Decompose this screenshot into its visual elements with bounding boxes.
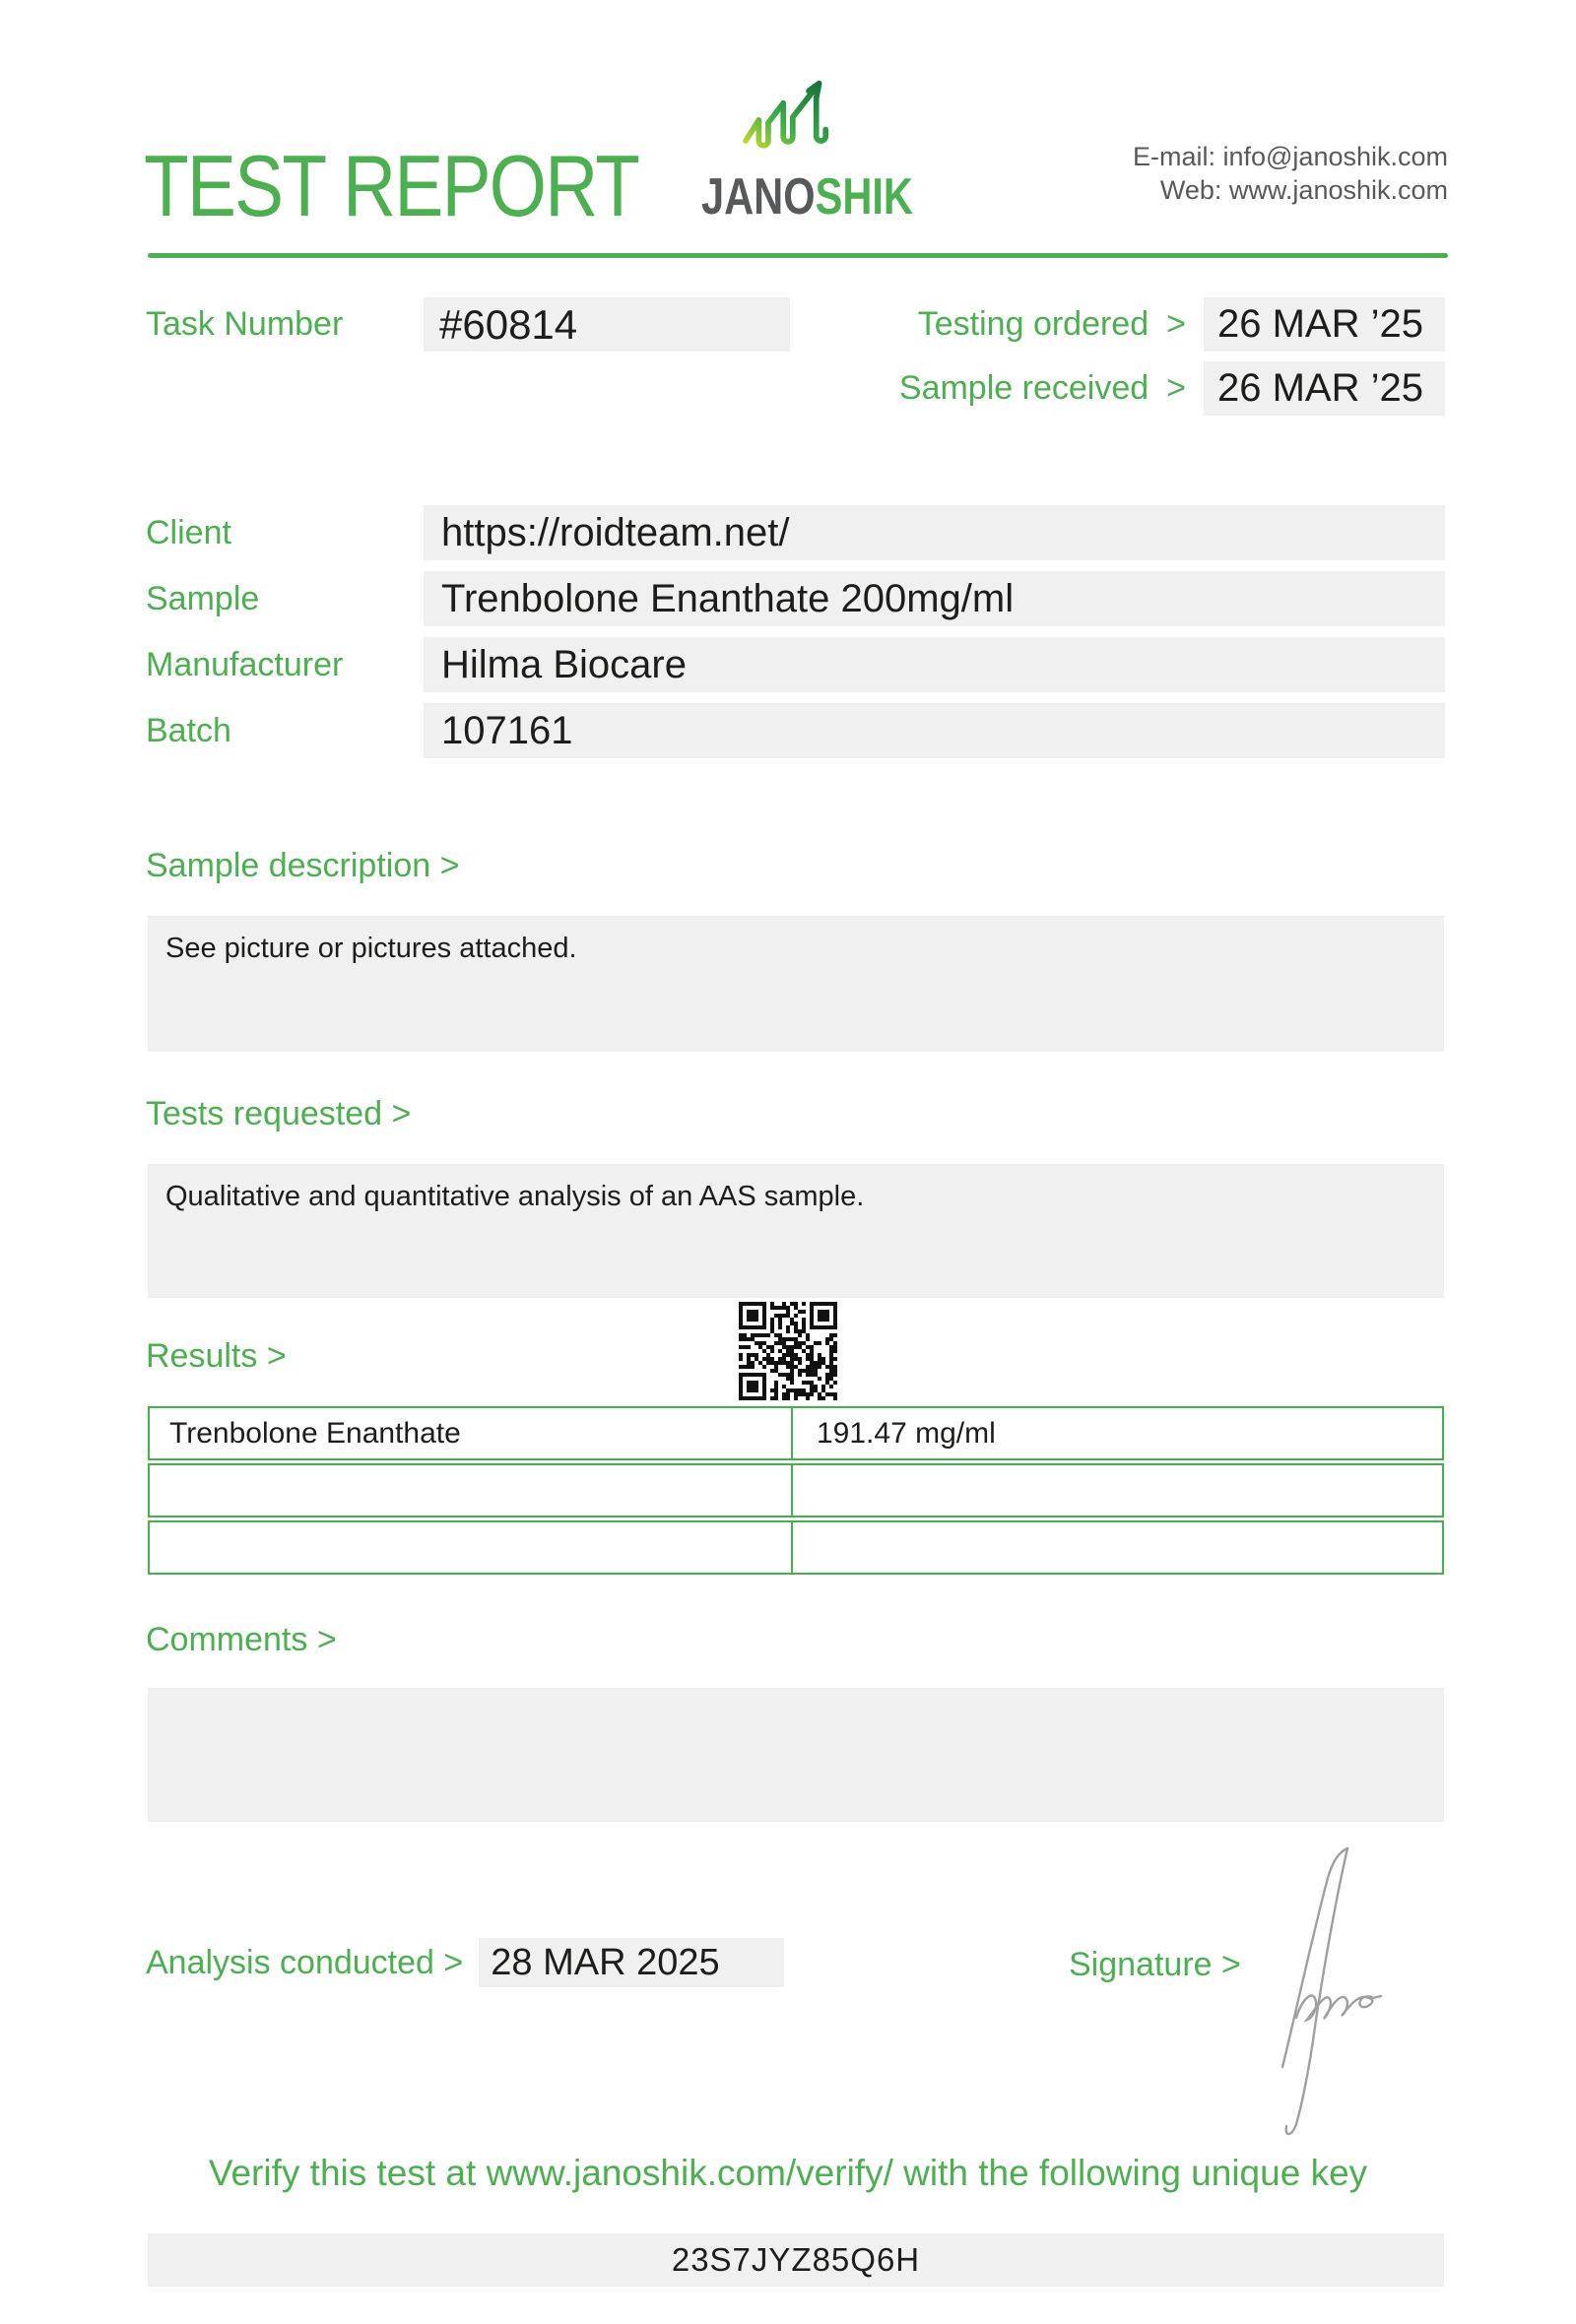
page-title: TEST REPORT: [144, 137, 639, 234]
sample-description-box: [148, 916, 1444, 1052]
sample-label: Sample: [146, 580, 260, 617]
contact-info: [1133, 140, 1448, 207]
comments-heading: Comments >: [146, 1621, 337, 1658]
sample-received-row: [899, 361, 1445, 416]
comments-text: [148, 1688, 1444, 1715]
task-number-value: #60814: [439, 301, 578, 348]
client-label: Client: [146, 514, 231, 551]
sample-received-arrow-icon: >: [1166, 369, 1186, 407]
table-row: [148, 1520, 1444, 1575]
batch-row: [146, 703, 1445, 758]
manufacturer-row: [146, 637, 1445, 692]
analysis-date: 28 MAR 2025: [491, 1942, 720, 1983]
manufacturer-label: Manufacturer: [146, 646, 344, 683]
email-value: info@janoshik.com: [1222, 142, 1448, 171]
brand-name: [701, 167, 913, 226]
result-value-cell: [793, 1522, 1442, 1573]
header-divider: [148, 253, 1448, 258]
result-name-cell: Trenbolone Enanthate: [150, 1408, 793, 1458]
brand-name-left: JANO: [701, 168, 816, 226]
batch-box: [424, 703, 1445, 758]
results-table: [148, 1406, 1444, 1578]
sample-received-date-box: [1204, 361, 1445, 416]
testing-ordered-label: Testing ordered: [917, 305, 1149, 343]
batch-value: 107161: [441, 709, 573, 752]
sample-description-heading: Sample description >: [146, 847, 460, 884]
comments-box: [148, 1688, 1444, 1822]
web-line: [1133, 173, 1448, 207]
client-box: [424, 505, 1445, 560]
tests-requested-text: Qualitative and quantitative analysis of an AAS sample.: [165, 1181, 865, 1212]
analysis-date-box: [479, 1938, 784, 1987]
task-number-label: Task Number: [146, 305, 344, 343]
unique-key-box: [148, 2233, 1444, 2287]
sample-row: [146, 571, 1445, 626]
table-row: [148, 1406, 1444, 1460]
testing-ordered-date: 26 MAR ’25: [1217, 302, 1423, 346]
qr-code: [739, 1302, 837, 1400]
sample-description-text: See picture or pictures attached.: [165, 933, 577, 964]
table-row: [148, 1463, 1444, 1517]
sample-value: Trenbolone Enanthate 200mg/ml: [441, 577, 1015, 620]
result-value-cell: [793, 1465, 1442, 1516]
manufacturer-value: Hilma Biocare: [441, 643, 687, 686]
testing-ordered-row: [918, 297, 1445, 352]
testing-ordered-arrow-icon: >: [1166, 305, 1186, 343]
email-line: [1133, 140, 1448, 173]
manufacturer-box: [424, 637, 1445, 692]
result-value-cell: 191.47 mg/ml: [817, 1417, 996, 1450]
result-name-cell: [150, 1465, 793, 1516]
brand-logo: [680, 77, 913, 226]
signature-image: [1263, 1840, 1391, 2147]
email-label: E-mail:: [1132, 142, 1215, 171]
sample-received-date: 26 MAR ’25: [1217, 366, 1423, 410]
tests-requested-heading: Tests requested >: [146, 1095, 412, 1132]
client-row: [146, 505, 1445, 560]
client-value: https://roidteam.net/: [441, 511, 790, 554]
batch-label: Batch: [146, 712, 231, 749]
task-number-box: [424, 297, 790, 352]
web-value: www.janoshik.com: [1228, 175, 1448, 205]
verify-instruction: Verify this test at www.janoshik.com/verify/ with the following unique key: [208, 2153, 1368, 2193]
brand-name-right: SHIK: [815, 168, 913, 226]
sample-received-label: Sample received: [898, 369, 1149, 407]
results-heading: Results >: [146, 1337, 287, 1375]
signature-label: Signature >: [1069, 1946, 1241, 1983]
analysis-conducted-label: Analysis conducted >: [146, 1944, 464, 1981]
web-label: Web:: [1159, 175, 1222, 205]
unique-key-value: 23S7JYZ85Q6H: [671, 2241, 921, 2278]
tests-requested-box: [148, 1164, 1444, 1298]
sample-box: [424, 571, 1445, 626]
testing-ordered-date-box: [1204, 297, 1445, 352]
analysis-conducted-row: [146, 1938, 784, 1987]
result-name-cell: [150, 1522, 793, 1573]
growth-chart-icon: [739, 77, 837, 161]
